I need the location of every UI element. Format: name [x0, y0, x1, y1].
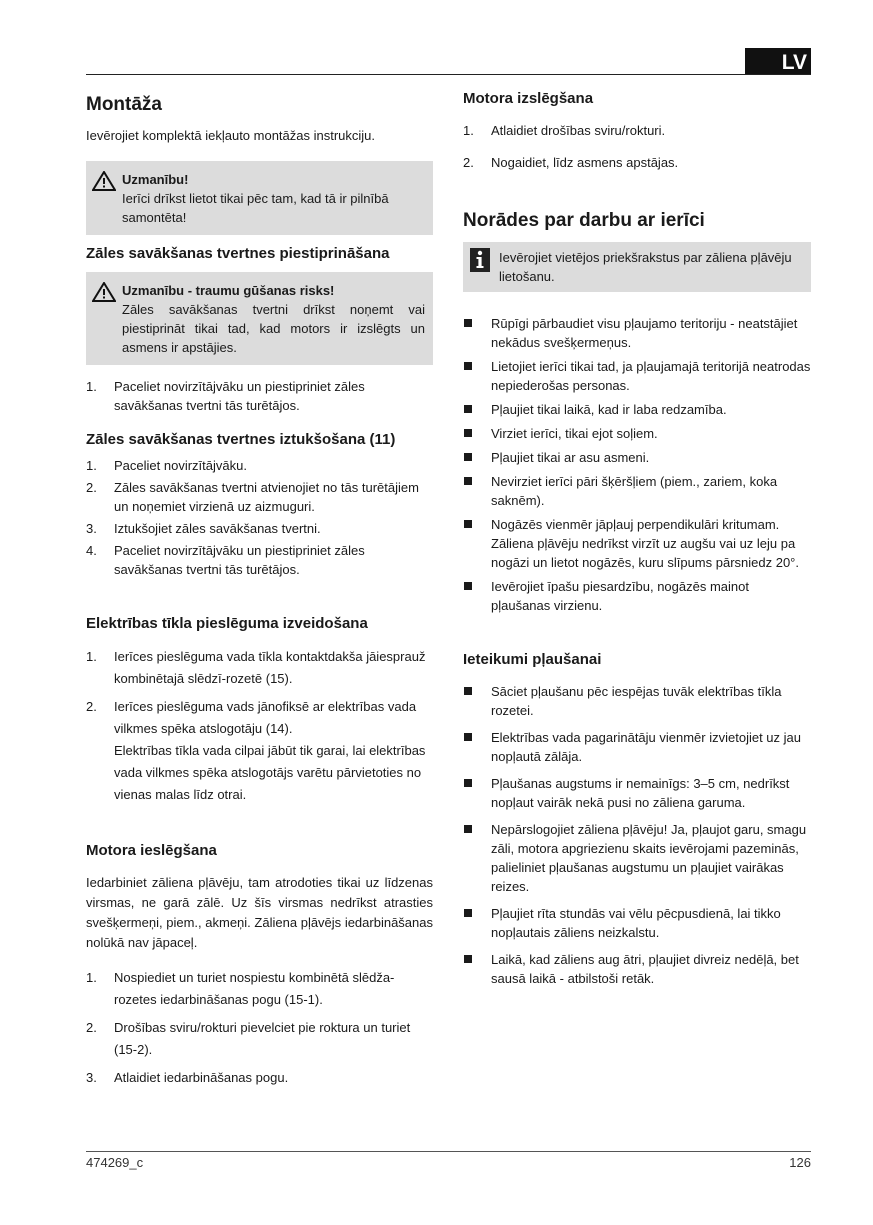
list-item: Lietojiet ierīci tikai tad, ja pļaujamajā teritorijā neatrodas nepiederošas personas.: [463, 357, 811, 395]
heading-work: Norādes par darbu ar ierīci: [463, 210, 705, 231]
list-item: 4. Paceliet novirzītājvāku un piestipriniet zāles savākšanas tvertni tās turētājos.: [86, 543, 365, 577]
list-item: Ievērojiet īpašu piesardzību, nogāzēs mainot pļaušanas virzienu.: [463, 577, 811, 615]
left-column: [86, 86, 433, 1089]
list-item: 1. Ierīces pieslēguma vada tīkla kontaktdakša jāiesprauž kombinētajā slēdzī-rozetē (15).: [86, 649, 426, 686]
list-item: Laikā, kad zāliens aug ātri, pļaujiet divreiz nedēļā, bet sausā laikā - atbilstoši retāk.: [463, 950, 811, 988]
heading-stop: Motora izslēgšana: [463, 90, 594, 107]
list-item: Nevirziet ierīci pāri šķēršļiem (piem., zariem, koka saknēm).: [463, 472, 811, 510]
list-item: Pļaujiet rīta stundās vai vēlu pēcpusdienā, lai tikko nopļautais zāliens neizkalstu.: [463, 904, 811, 942]
warning-triangle-icon: [92, 171, 116, 196]
list-item: Pļaujiet tikai laikā, kad ir laba redzamība.: [463, 400, 811, 419]
list-item: 1. Paceliet novirzītājvāku.: [86, 458, 247, 473]
work-bullets: [463, 314, 811, 615]
list-item: 3. Iztukšojiet zāles savākšanas tvertni.: [86, 521, 321, 536]
stop-steps: [463, 121, 811, 172]
start-steps: [86, 967, 433, 1089]
list-item: Elektrības vada pagarinātāju vienmēr izvietojiet uz jau nopļautā zālāja.: [463, 728, 811, 766]
page-number: 126: [789, 1155, 811, 1170]
list-item: 1. Nospiediet un turiet nospiestu kombinētā slēdža-rozetes iedarbināšanas pogu (15-1).: [86, 970, 395, 1007]
montaza-text: Ievērojiet komplektā iekļauto montāžas instrukciju.: [86, 128, 376, 143]
list-item: Nepārslogojiet zāliena pļāvēju! Ja, pļaujot garu, smagu zāli, motora apgriezienu skaits ievērojami pazeminās, palieliniet pļaušanas augstumu un pļaujiet vairākas reizes.: [463, 820, 811, 896]
list-item: Pļaušanas augstums ir nemainīgs: 3–5 cm, nedrīkst nopļaut vairāk nekā pusi no zāliena garuma.: [463, 774, 811, 812]
warning-title: Uzmanību!: [122, 172, 189, 187]
list-item: 2. Zāles savākšanas tvertni atvienojiet no tās turētājiem un noņemiet virzienā uz aizmuguri.: [86, 480, 419, 514]
heading-attach: Zāles savākšanas tvertnes piestiprināšana: [86, 245, 390, 262]
right-column: [463, 86, 811, 988]
info-text: Ievērojiet vietējos priekšrakstus par zāliena pļāvēju lietošanu.: [499, 250, 792, 284]
language-tab: LV: [745, 48, 811, 75]
heading-start: Motora ieslēgšana: [86, 842, 217, 859]
list-item: Rūpīgi pārbaudiet visu pļaujamo teritoriju - neatstājiet nekādus svešķermeņus.: [463, 314, 811, 352]
warning-text: Zāles savākšanas tvertni drīkst noņemt vai piestiprināt tikai tad, kad motors ir izslēgts un asmens ir apstājies.: [122, 302, 425, 355]
header-rule: [86, 74, 811, 75]
list-item: 3. Atlaidiet iedarbināšanas pogu.: [86, 1070, 289, 1085]
list-item: 2. Nogaidiet, līdz asmens apstājas.: [463, 155, 679, 170]
start-text: Iedarbiniet zāliena pļāvēju, tam atrodoties tikai uz līdzenas virsmas, ne garā zālē. Uz šīs virsmas nedrīkst atrasties svešķermeņi, piem., akmeņi. Zāliena pļāvējs iedarbināšanas nolūkā nav jāpaceļ.: [86, 875, 433, 950]
document-code: 474269_c: [86, 1155, 144, 1170]
warning-box-attach: [86, 272, 433, 365]
warning-box-assembly: [86, 161, 433, 235]
heading-empty: Zāles savākšanas tvertnes iztukšošana (11): [86, 431, 396, 448]
list-item: 2. Ierīces pieslēguma vads jānofiksē ar elektrības vada vilkmes spēka atslogotāju (14). Elektrības tīkla vada cilpai jābūt tik garai, lai elektrības vada vilkmes spēka atslogotājs varētu pārvietoties no vienas malas līdz otrai.: [86, 699, 426, 802]
warning-title: Uzmanību - traumu gūšanas risks!: [122, 283, 335, 298]
tips-bullets: [463, 682, 811, 988]
attach-steps: [86, 377, 433, 415]
warning-triangle-icon: [92, 282, 116, 307]
warning-text: Ierīci drīkst lietot tikai pēc tam, kad tā ir pilnībā samontēta!: [122, 191, 389, 225]
list-item: Virziet ierīci, tikai ejot soļiem.: [463, 424, 811, 443]
list-item: 1. Paceliet novirzītājvāku un piestipriniet zāles savākšanas tvertni tās turētājos.: [86, 379, 365, 413]
list-item: 2. Drošības sviru/rokturi pievelciet pie roktura un turiet (15-2).: [86, 1020, 411, 1057]
info-icon: [470, 248, 490, 277]
info-box-regulations: [463, 242, 811, 292]
footer-rule: [86, 1151, 811, 1152]
list-item: 1. Atlaidiet drošības sviru/rokturi.: [463, 123, 666, 138]
list-item: Sāciet pļaušanu pēc iespējas tuvāk elektrības tīkla rozetei.: [463, 682, 811, 720]
heading-montaza: Montāža: [86, 94, 162, 115]
list-item: Pļaujiet tikai ar asu asmeni.: [463, 448, 811, 467]
heading-tips: Ieteikumi pļaušanai: [463, 651, 602, 668]
empty-steps: [86, 456, 433, 579]
list-item: Nogāzēs vienmēr jāpļauj perpendikulāri kritumam. Zāliena pļāvēju nedrīkst virzīt uz augšu vai uz leju pa nogāzi un lietot nogāzēs, kuru slīpums pārsniedz 20°.: [463, 515, 811, 572]
power-steps: [86, 646, 433, 806]
heading-power: Elektrības tīkla pieslēguma izveidošana: [86, 615, 368, 632]
